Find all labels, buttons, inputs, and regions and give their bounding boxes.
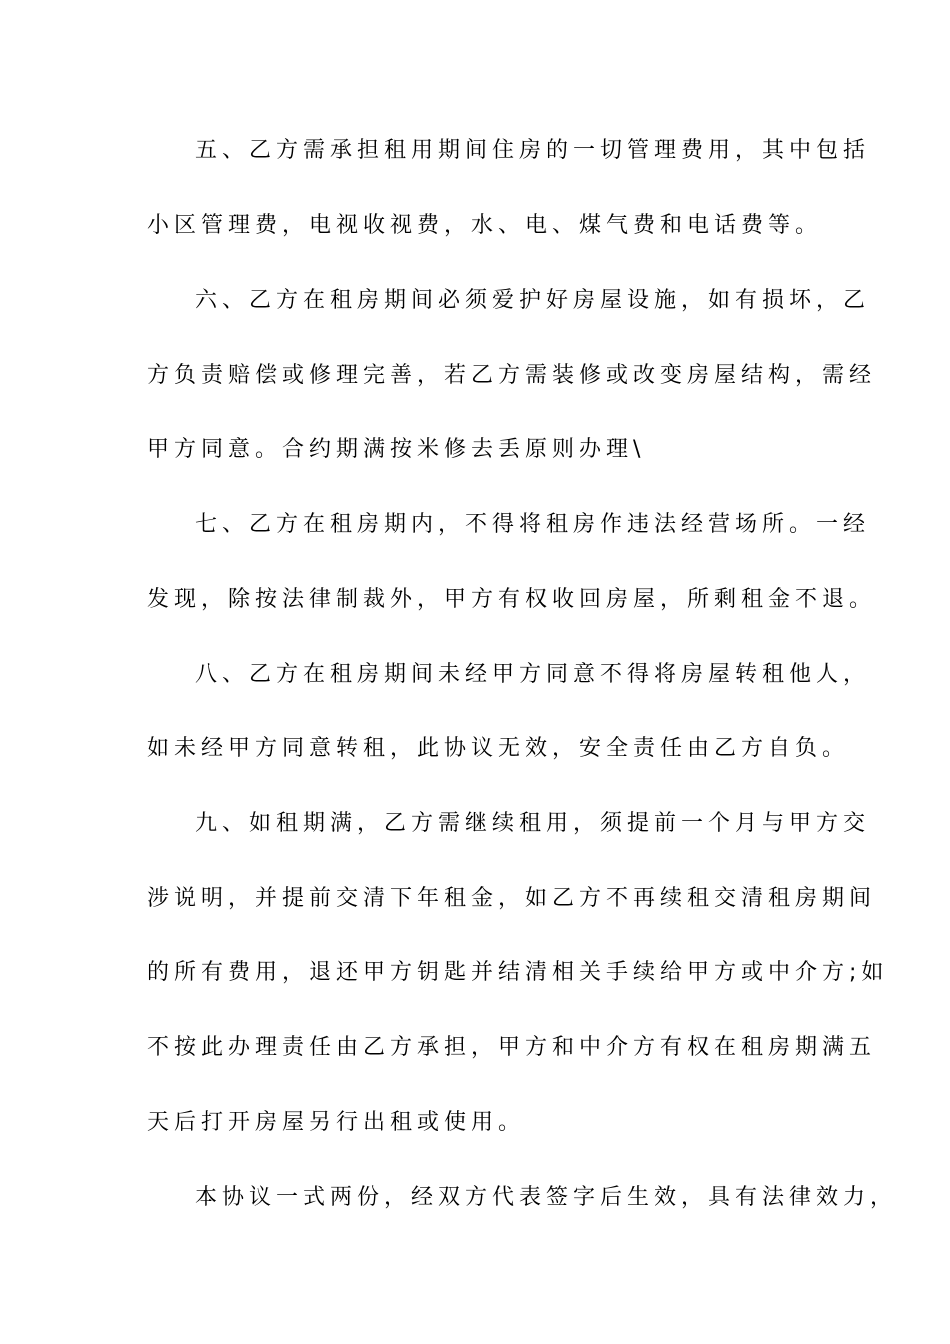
clause-9-line-4: 不按此办理责任由乙方承担，甲方和中介方有权在租房期满五	[147, 1035, 877, 1060]
clause-5-line-2: 小区管理费，电视收视费，水、电、煤气费和电话费等。	[147, 213, 823, 238]
closing-line-1: 本协议一式两份，经双方代表签字后生效，具有法律效力，	[195, 1185, 898, 1210]
clause-6-line-1: 六、乙方在租房期间必须爱护好房屋设施，如有损坏，乙	[195, 288, 871, 313]
clause-9-line-1: 九、如租期满，乙方需继续租用，须提前一个月与甲方交	[195, 811, 871, 836]
clause-8-line-1: 八、乙方在租房期间未经甲方同意不得将房屋转租他人，	[195, 662, 871, 687]
clause-6-line-2: 方负责赔偿或修理完善，若乙方需装修或改变房屋结构，需经	[147, 363, 877, 388]
clause-7-line-1: 七、乙方在租房期内，不得将租房作违法经营场所。一经	[195, 512, 871, 537]
clause-9-line-2: 涉说明，并提前交清下年租金，如乙方不再续租交清租房期间	[147, 886, 877, 911]
clause-9-line-5: 天后打开房屋另行出租或使用。	[147, 1110, 526, 1135]
clause-8-line-2: 如未经甲方同意转租，此协议无效，安全责任由乙方自负。	[147, 736, 850, 761]
clause-9-line-3: 的所有费用，退还甲方钥匙并结清相关手续给甲方或中介方;如	[147, 960, 889, 985]
clause-6-line-3: 甲方同意。合约期满按米修去丢原则办理\	[147, 437, 646, 462]
clause-5-line-1: 五、乙方需承担租用期间住房的一切管理费用，其中包括	[195, 138, 871, 163]
clause-7-line-2: 发现，除按法律制裁外，甲方有权收回房屋，所剩租金不退。	[147, 587, 877, 612]
